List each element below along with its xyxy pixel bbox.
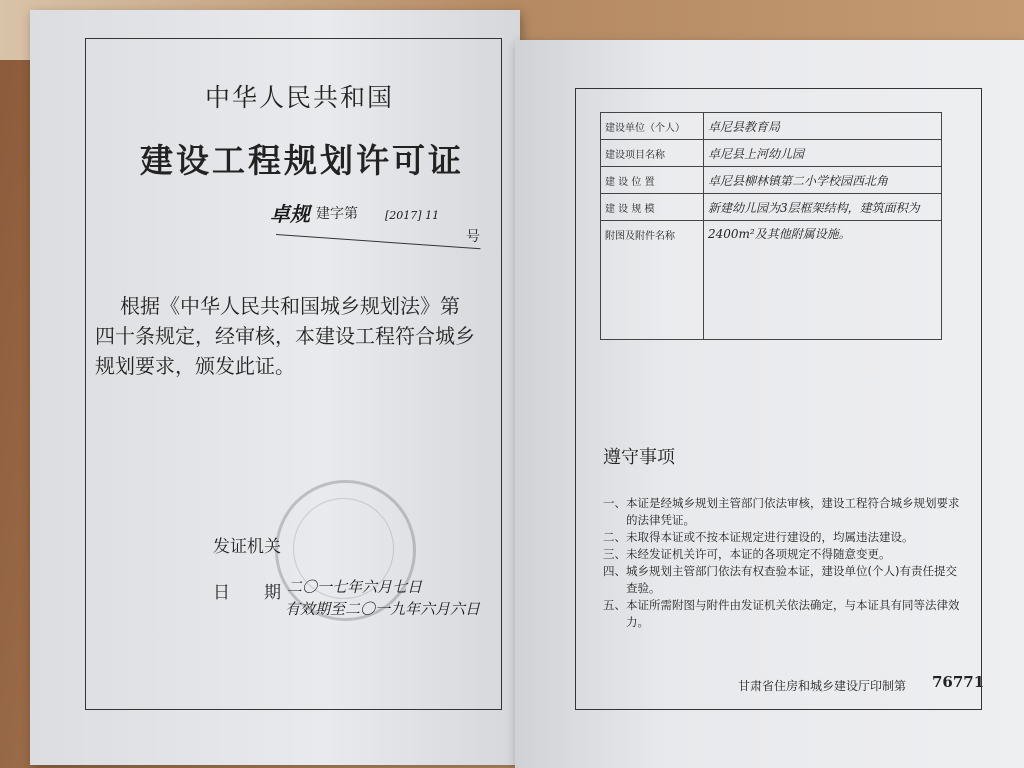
table-row (601, 194, 942, 221)
country-name: 中华人民共和国 (205, 83, 395, 112)
table-row (601, 167, 942, 194)
notice-item: 五、本证所需附图与附件由发证机关依法确定，与本证具有同等法律效 (603, 598, 960, 612)
table-row (601, 221, 942, 340)
paragraph-line-3: 规划要求，颁发此证。 (95, 354, 295, 378)
notice-item: 四、城乡规划主管部门依法有权查验本证，建设单位(个人)有责任提交 (603, 564, 957, 578)
paragraph-line-2: 四十条规定，经审核，本建设工程符合城乡 (95, 324, 475, 348)
date-label: 日 期 (213, 583, 281, 603)
notice-title: 遵守事项 (603, 447, 675, 468)
issuer-label: 发证机关 (213, 537, 281, 557)
certificate-title: 建设工程规划许可证 (140, 141, 464, 180)
table-value: 2400m²及其他附属设施。 (704, 221, 942, 340)
table-value: 卓尼县柳林镇第二小学校园西北角 (704, 167, 942, 194)
table-label: 附图及附件名称 (601, 221, 704, 340)
validity-date-handwritten: 有效期至二〇一九年六月六日 (285, 600, 481, 618)
table-label: 建设项目名称 (601, 140, 704, 167)
table-value: 卓尼县教育局 (704, 113, 942, 140)
notice-item: 二、未取得本证或不按本证规定进行建设的，均属违法建设。 (603, 530, 914, 544)
table-row (601, 140, 942, 167)
table-value: 卓尼县上河幼儿园 (704, 140, 942, 167)
notice-item: 三、未经发证机关许可，本证的各项规定不得随意变更。 (603, 547, 891, 561)
notice-item: 查验。 (603, 581, 661, 595)
issue-date-handwritten: 二〇一七年六月七日 (287, 578, 423, 596)
table-value: 新建幼儿园为3层框架结构，建筑面积为 (704, 194, 942, 221)
table-label: 建 设 位 置 (601, 167, 704, 194)
table-row (601, 113, 942, 140)
permit-prefix-handwritten: 卓规 (270, 202, 310, 226)
paragraph-line-1: 根据《中华人民共和国城乡规划法》第 (120, 294, 460, 318)
notice-item: 的法律凭证。 (603, 513, 695, 527)
serial-number: 76771 (932, 673, 985, 691)
table-label: 建设单位（个人） (601, 113, 704, 140)
permit-year-number: [2017] 11 (385, 209, 440, 222)
notice-item: 力。 (603, 615, 649, 629)
project-info-table (600, 112, 942, 340)
permit-suffix: 号 (466, 229, 480, 245)
table-label: 建 设 规 模 (601, 194, 704, 221)
permit-word: 建字第 (316, 206, 358, 222)
printer-credit: 甘肃省住房和城乡建设厅印制第 (738, 679, 907, 693)
notice-item: 一、本证是经城乡规划主管部门依法审核，建设工程符合城乡规划要求 (603, 496, 960, 510)
